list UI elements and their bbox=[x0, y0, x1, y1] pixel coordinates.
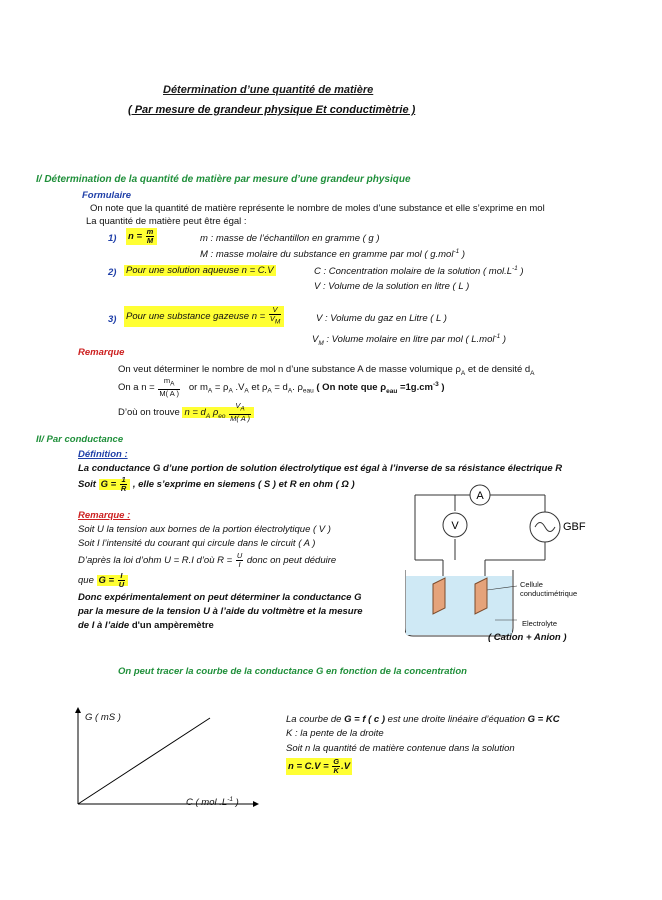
remarque2-line7: de I à l’aide d'un ampèremètre bbox=[78, 620, 214, 631]
graph-text2: K : la pente de la droite bbox=[286, 728, 384, 739]
item3-V-desc: V : Volume du gaz en Litre ( L ) bbox=[316, 313, 447, 324]
section2-heading: II/ Par conductance bbox=[36, 434, 124, 445]
section1-heading: I/ Détermination de la quantité de matière par mesure d’une grandeur physique bbox=[36, 174, 411, 185]
remarque1-line2: On a n = $\frac{m_A}{M( A )}$ or $m_A = \rho_A$ $.V_A$ et $\rho_A = d_A$. $\rho_{eau}$ ( On note que $\rho_{eau} =1g.cm^{-3}$ ) bbox=[118, 376, 445, 398]
graph-text1: La courbe de G = f ( c ) est une droite linéaire d’équation G = KC bbox=[286, 714, 560, 725]
graph-text3: Soit n la quantité de matière contenue dans la solution bbox=[286, 743, 515, 754]
remarque2-line4: que G = $\frac{I}{U}$ bbox=[78, 572, 128, 589]
item2-V-desc: V : Volume de la solution en litre ( L ) bbox=[314, 281, 470, 292]
electrolyte-fill bbox=[406, 576, 512, 635]
remarque2-label: Remarque : bbox=[78, 510, 131, 521]
remarque1-formula: $n = d_A$ $\rho_{eo}$ $\frac{V_A}{M( A )}$ bbox=[182, 407, 254, 418]
ammeter-label: A bbox=[476, 490, 484, 502]
ions-label: ( Cation + Anion ) bbox=[488, 632, 567, 643]
definition-line2: Soit G = $\frac{1}{R}$ , elle s’exprime en siemens ( S ) et R en ohm ( Ω ) bbox=[78, 475, 355, 493]
graph-xlabel: C ( mol $.L^{-1}$ ) bbox=[186, 796, 239, 809]
item3-number: 3) bbox=[108, 314, 117, 325]
remarque2-line3: D’après la loi d’ohm U = R.I d’où R = $\frac{U}{I}$ donc on peut déduire bbox=[78, 551, 337, 569]
definition-label: Définition : bbox=[78, 449, 128, 460]
item2-C-desc: C : Concentration molaire de la solution ( $mol.L^{-1}$ ) bbox=[314, 265, 524, 278]
item1-M-desc: M : masse molaire du substance en gramme par mol ( g.mol$^{-1}$ ) bbox=[200, 248, 466, 261]
electrode-icon bbox=[433, 578, 445, 614]
remarque2-line6: par la mesure de la tension U à l’aide du voltmètre et la mesure bbox=[78, 606, 363, 617]
page-subtitle: ( Par mesure de grandeur physique Et conductimètrie ) bbox=[128, 104, 416, 116]
electrolyte-label: Electrolyte bbox=[522, 619, 558, 628]
item1-formula: n = $\frac{m}{M}$ bbox=[126, 228, 157, 245]
voltmeter-label: V bbox=[451, 520, 459, 532]
curve-intro: On peut tracer la courbe de la conductance G en fonction de la concentration bbox=[118, 666, 467, 677]
remarque1-line1: On veut déterminer le nombre de mol n d’une substance A de masse volumique $\rho_A$ et de densité $d_A$ bbox=[118, 364, 535, 377]
item1-m-desc: m : masse de l’échantillon en gramme ( g ) bbox=[200, 233, 380, 244]
item3-VM-desc: $V_M$ : Volume molaire en litre par mol ( L.mol$^{-1}$ ) bbox=[312, 333, 507, 348]
definition-line1: La conductance G d’une portion de solution électrolytique est égal à l’inverse de sa résistance électrique R bbox=[78, 463, 563, 474]
remarque2-line5: Donc expérimentalement on peut déterminer la conductance G bbox=[78, 592, 362, 603]
item2-number: 2) bbox=[108, 267, 117, 278]
graph-formula: n = C.V = $\frac{G}{K}$ .V bbox=[288, 757, 351, 775]
cell-label: Cellule conductimétrique bbox=[520, 580, 578, 598]
intro-line1: On note que la quantité de matière représente le nombre de moles d’une substance et elle s’exprime en mol bbox=[90, 203, 545, 214]
item3-formula: Pour une substance gazeuse n = $\frac{V}{V_M}$ bbox=[124, 306, 284, 327]
electrode-icon bbox=[475, 578, 487, 614]
item1-number: 1) bbox=[108, 233, 117, 244]
remarque1-line3: D’où on trouve $n = d_A$ $\rho_{eo}$ $\frac{V_A}{M( A )}$ bbox=[118, 402, 254, 423]
item2-formula: Pour une solution aqueuse n = C.V bbox=[126, 265, 274, 276]
generator-label: GBF bbox=[563, 521, 586, 533]
remarque2-line1: Soit U la tension aux bornes de la portion électrolytique ( V ) bbox=[78, 524, 331, 535]
circuit-diagram bbox=[405, 478, 590, 648]
page-title: Détermination d’une quantité de matière bbox=[163, 84, 374, 96]
remarque1-label: Remarque bbox=[78, 347, 125, 358]
intro-line2: La quantité de matière peut être égal : bbox=[86, 216, 247, 227]
graph-ylabel: G ( mS ) bbox=[85, 712, 121, 723]
linear-curve bbox=[78, 718, 210, 804]
formulaire-label: Formulaire bbox=[82, 190, 132, 201]
remarque2-line2: Soit I l’intensité du courant qui circule dans le circuit ( A ) bbox=[78, 538, 316, 549]
